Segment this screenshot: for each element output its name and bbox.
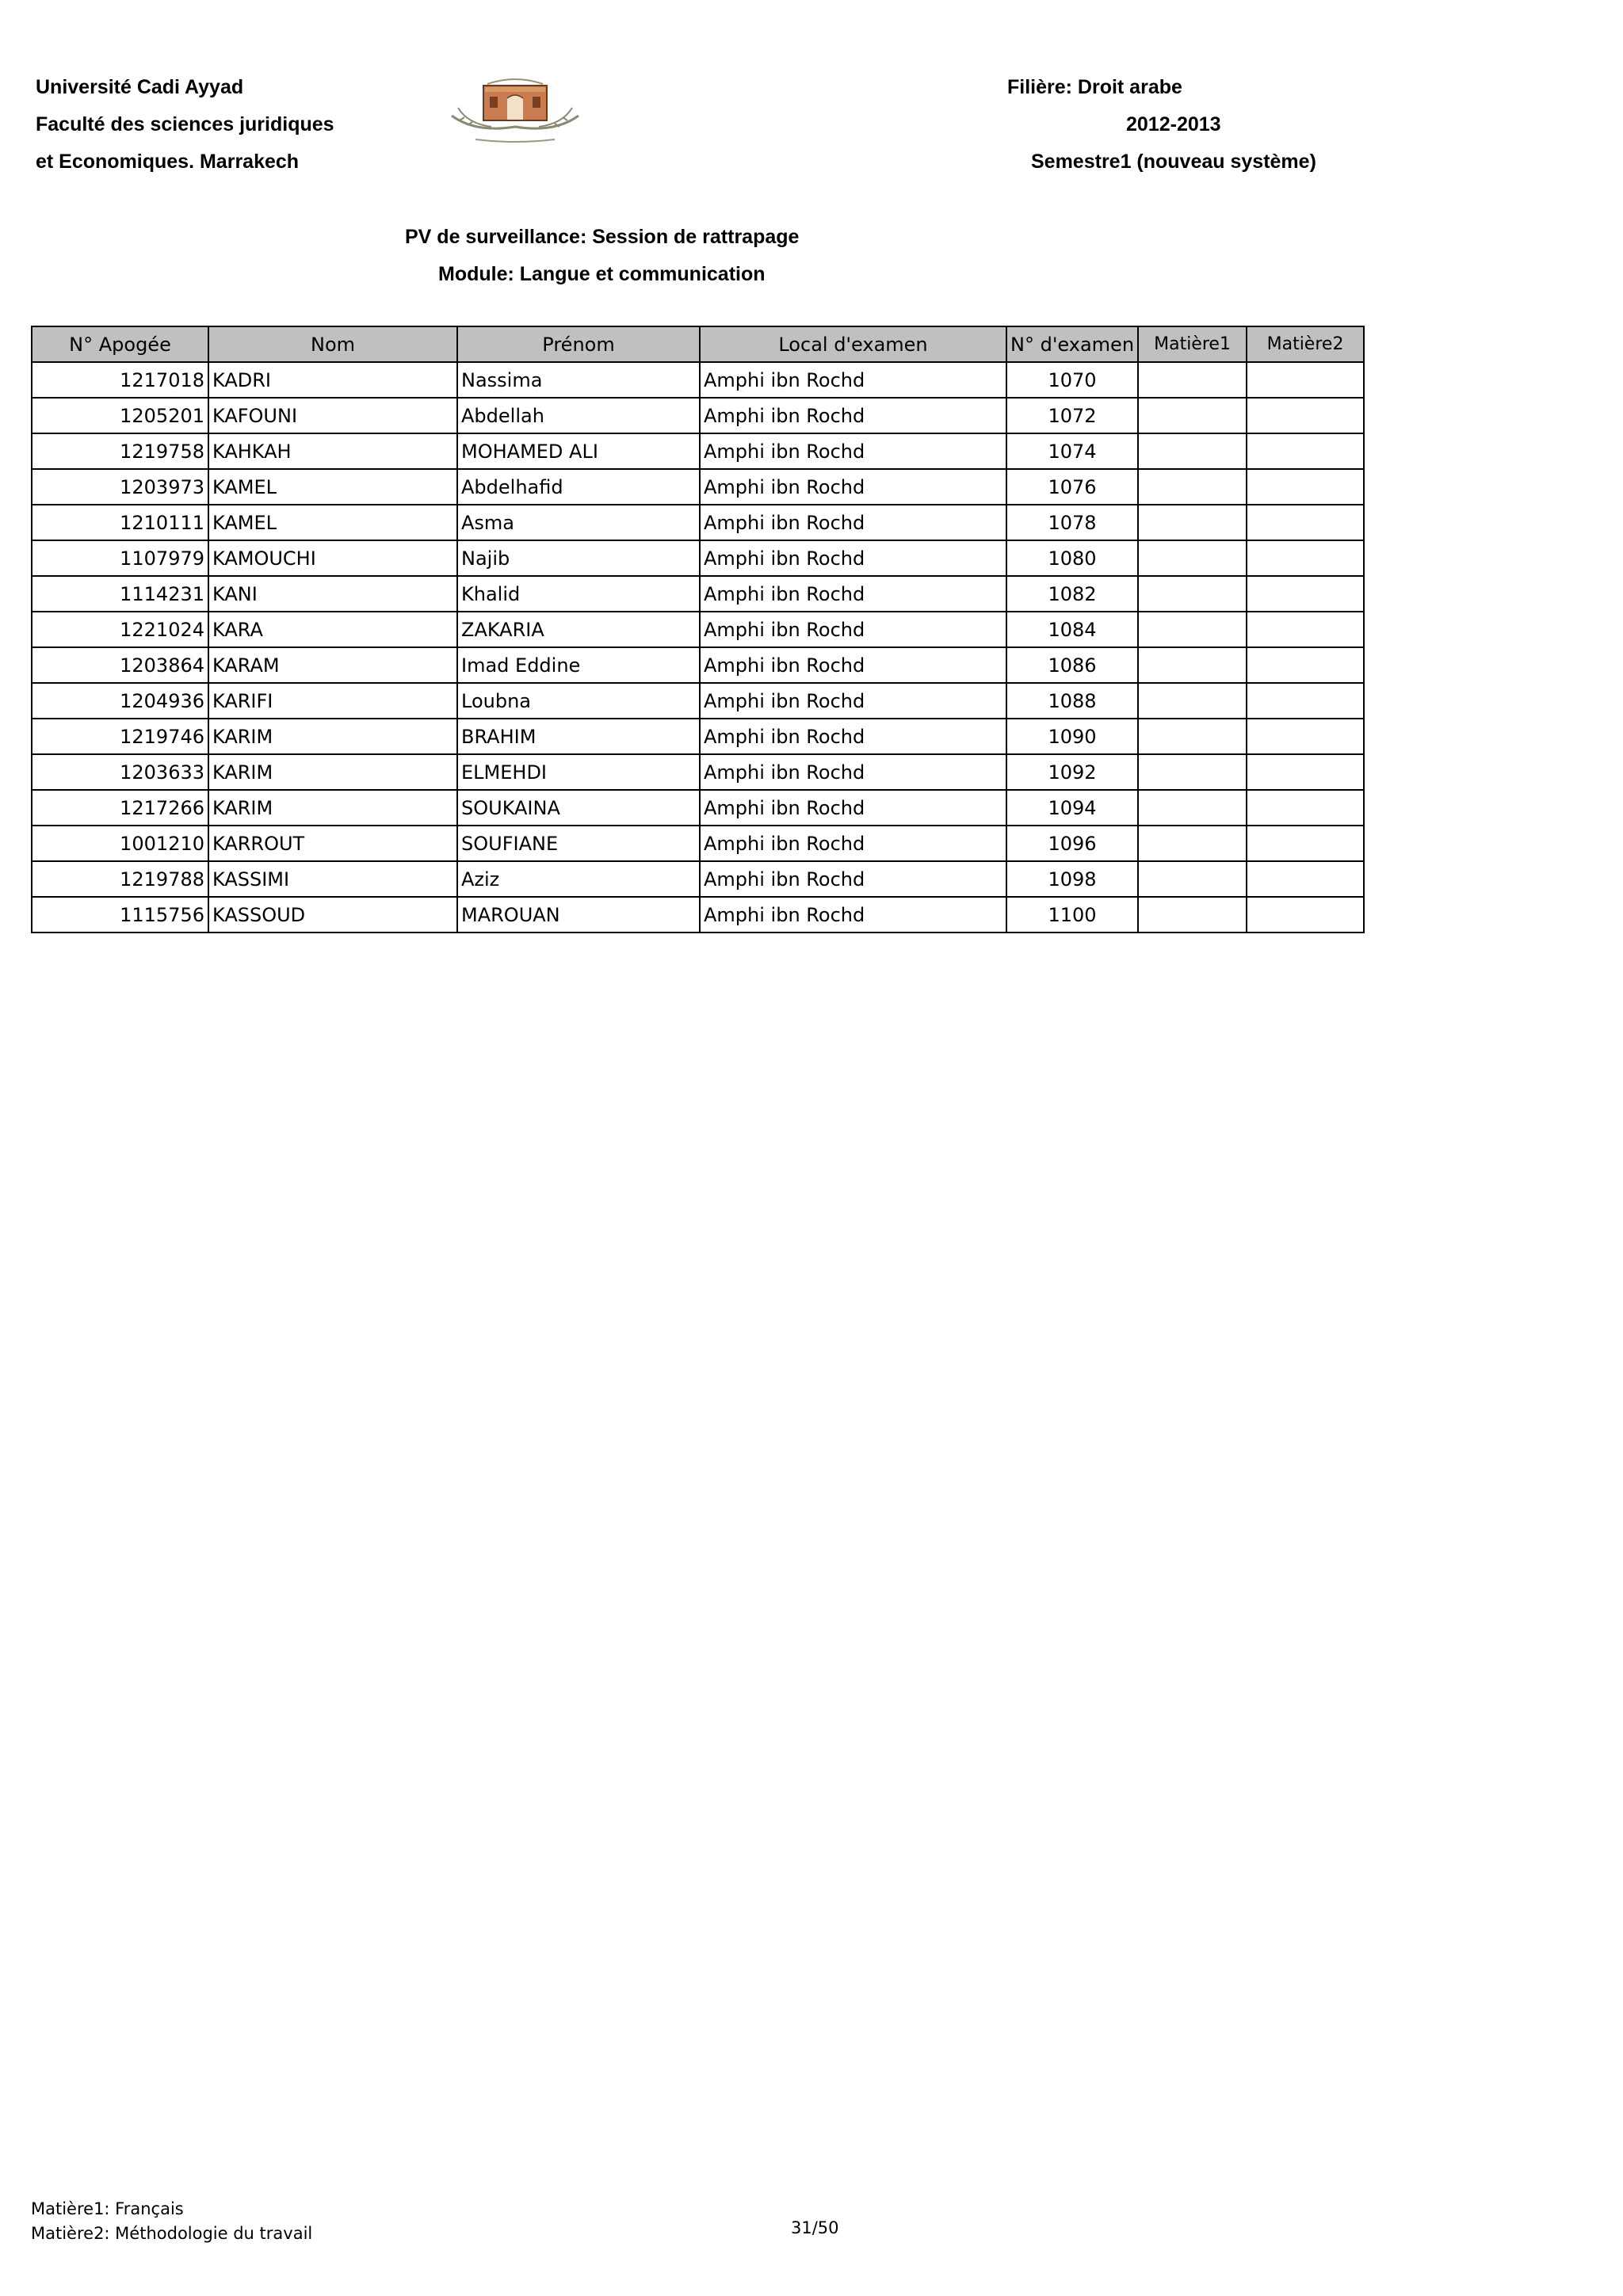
nom-cell: KARA [208, 612, 457, 647]
matiere2-cell [1247, 433, 1364, 469]
nom-cell: KAMOUCHI [208, 540, 457, 576]
examen-cell: 1088 [1006, 683, 1138, 719]
examen-cell: 1096 [1006, 826, 1138, 861]
table-row [32, 612, 1364, 647]
prenom-cell: Aziz [457, 861, 700, 897]
col-prenom-header: Prénom [457, 326, 700, 362]
prenom-cell: Imad Eddine [457, 647, 700, 683]
local-cell: Amphi ibn Rochd [700, 433, 1006, 469]
examen-cell: 1100 [1006, 897, 1138, 933]
matiere2-cell [1247, 754, 1364, 790]
col-examen-header: N° d'examen [1006, 326, 1138, 362]
prenom-cell: Asma [457, 505, 700, 540]
faculty-line-1: Faculté des sciences juridiques [36, 113, 334, 135]
local-cell: Amphi ibn Rochd [700, 826, 1006, 861]
matiere1-cell [1138, 826, 1247, 861]
matiere1-cell [1138, 398, 1247, 433]
matiere2-cell [1247, 719, 1364, 754]
table-row [32, 505, 1364, 540]
local-cell: Amphi ibn Rochd [700, 683, 1006, 719]
examen-cell: 1078 [1006, 505, 1138, 540]
apogee-cell: 1219758 [32, 433, 208, 469]
apogee-cell: 1114231 [32, 576, 208, 612]
table-row [32, 576, 1364, 612]
prenom-cell: Abdellah [457, 398, 700, 433]
apogee-cell: 1115756 [32, 897, 208, 933]
matiere2-cell [1247, 826, 1364, 861]
nom-cell: KARIM [208, 754, 457, 790]
semester-label: Semestre1 (nouveau système) [1031, 151, 1316, 173]
apogee-cell: 1217266 [32, 790, 208, 826]
matiere2-cell [1247, 469, 1364, 505]
matiere2-cell [1247, 576, 1364, 612]
page-number: 31/50 [791, 2218, 839, 2237]
apogee-cell: 1217018 [32, 362, 208, 398]
nom-cell: KASSIMI [208, 861, 457, 897]
table-header-row [32, 326, 1364, 362]
matiere1-cell [1138, 576, 1247, 612]
matiere2-cell [1247, 790, 1364, 826]
local-cell: Amphi ibn Rochd [700, 647, 1006, 683]
local-cell: Amphi ibn Rochd [700, 754, 1006, 790]
prenom-cell: SOUKAINA [457, 790, 700, 826]
apogee-cell: 1221024 [32, 612, 208, 647]
academic-year: 2012-2013 [1126, 113, 1221, 135]
local-cell: Amphi ibn Rochd [700, 362, 1006, 398]
examen-cell: 1084 [1006, 612, 1138, 647]
local-cell: Amphi ibn Rochd [700, 719, 1006, 754]
footer-matiere2: Matière2: Méthodologie du travail [31, 2224, 313, 2243]
col-matiere1-header: Matière1 [1138, 326, 1247, 362]
prenom-cell: ELMEHDI [457, 754, 700, 790]
table-row [32, 754, 1364, 790]
examen-cell: 1082 [1006, 576, 1138, 612]
table-row [32, 469, 1364, 505]
matiere1-cell [1138, 897, 1247, 933]
matiere1-cell [1138, 505, 1247, 540]
matiere2-cell [1247, 612, 1364, 647]
matiere1-cell [1138, 433, 1247, 469]
matiere2-cell [1247, 897, 1364, 933]
prenom-cell: Loubna [457, 683, 700, 719]
matiere1-cell [1138, 719, 1247, 754]
prenom-cell: Khalid [457, 576, 700, 612]
examen-cell: 1086 [1006, 647, 1138, 683]
university-name: Université Cadi Ayyad [36, 76, 244, 98]
examen-cell: 1092 [1006, 754, 1138, 790]
faculty-line-2: et Economiques. Marrakech [36, 151, 300, 173]
nom-cell: KARROUT [208, 826, 457, 861]
document-title: PV de surveillance: Session de rattrapage [405, 226, 800, 248]
matiere1-cell [1138, 362, 1247, 398]
apogee-cell: 1219788 [32, 861, 208, 897]
matiere1-cell [1138, 647, 1247, 683]
examen-cell: 1070 [1006, 362, 1138, 398]
students-table [31, 326, 1365, 933]
nom-cell: KAMEL [208, 469, 457, 505]
prenom-cell: MOHAMED ALI [457, 433, 700, 469]
footer-matiere1: Matière1: Français [31, 2199, 184, 2218]
nom-cell: KARIFI [208, 683, 457, 719]
local-cell: Amphi ibn Rochd [700, 576, 1006, 612]
matiere2-cell [1247, 540, 1364, 576]
apogee-cell: 1204936 [32, 683, 208, 719]
col-matiere2-header: Matière2 [1247, 326, 1364, 362]
table-row [32, 719, 1364, 754]
table-row [32, 683, 1364, 719]
apogee-cell: 1001210 [32, 826, 208, 861]
local-cell: Amphi ibn Rochd [700, 540, 1006, 576]
local-cell: Amphi ibn Rochd [700, 612, 1006, 647]
col-nom-header: Nom [208, 326, 457, 362]
nom-cell: KAMEL [208, 505, 457, 540]
prenom-cell: BRAHIM [457, 719, 700, 754]
table-row [32, 398, 1364, 433]
prenom-cell: Abdelhafid [457, 469, 700, 505]
prenom-cell: Nassima [457, 362, 700, 398]
apogee-cell: 1203973 [32, 469, 208, 505]
matiere1-cell [1138, 754, 1247, 790]
examen-cell: 1072 [1006, 398, 1138, 433]
local-cell: Amphi ibn Rochd [700, 469, 1006, 505]
nom-cell: KARIM [208, 719, 457, 754]
nom-cell: KASSOUD [208, 897, 457, 933]
prenom-cell: SOUFIANE [457, 826, 700, 861]
local-cell: Amphi ibn Rochd [700, 505, 1006, 540]
table-row [32, 897, 1364, 933]
matiere1-cell [1138, 790, 1247, 826]
matiere1-cell [1138, 861, 1247, 897]
col-local-header: Local d'examen [700, 326, 1006, 362]
matiere2-cell [1247, 505, 1364, 540]
nom-cell: KADRI [208, 362, 457, 398]
examen-cell: 1098 [1006, 861, 1138, 897]
table-row [32, 540, 1364, 576]
matiere1-cell [1138, 612, 1247, 647]
examen-cell: 1076 [1006, 469, 1138, 505]
table-row [32, 861, 1364, 897]
nom-cell: KARAM [208, 647, 457, 683]
module-title: Module: Langue et communication [438, 263, 766, 285]
apogee-cell: 1107979 [32, 540, 208, 576]
nom-cell: KARIM [208, 790, 457, 826]
matiere1-cell [1138, 540, 1247, 576]
col-apogee-header: N° Apogée [32, 326, 208, 362]
local-cell: Amphi ibn Rochd [700, 861, 1006, 897]
table-row [32, 826, 1364, 861]
filiere-label: Filière: Droit arabe [1007, 76, 1182, 98]
matiere2-cell [1247, 398, 1364, 433]
prenom-cell: ZAKARIA [457, 612, 700, 647]
prenom-cell: Najib [457, 540, 700, 576]
matiere2-cell [1247, 861, 1364, 897]
apogee-cell: 1203864 [32, 647, 208, 683]
examen-cell: 1074 [1006, 433, 1138, 469]
nom-cell: KAFOUNI [208, 398, 457, 433]
matiere2-cell [1247, 362, 1364, 398]
table-row [32, 433, 1364, 469]
examen-cell: 1080 [1006, 540, 1138, 576]
local-cell: Amphi ibn Rochd [700, 897, 1006, 933]
apogee-cell: 1205201 [32, 398, 208, 433]
nom-cell: KAHKAH [208, 433, 457, 469]
nom-cell: KANI [208, 576, 457, 612]
prenom-cell: MAROUAN [457, 897, 700, 933]
apogee-cell: 1210111 [32, 505, 208, 540]
examen-cell: 1090 [1006, 719, 1138, 754]
apogee-cell: 1203633 [32, 754, 208, 790]
table-row [32, 362, 1364, 398]
university-crest-icon [444, 60, 586, 146]
examen-cell: 1094 [1006, 790, 1138, 826]
matiere1-cell [1138, 683, 1247, 719]
apogee-cell: 1219746 [32, 719, 208, 754]
matiere2-cell [1247, 683, 1364, 719]
local-cell: Amphi ibn Rochd [700, 790, 1006, 826]
local-cell: Amphi ibn Rochd [700, 398, 1006, 433]
table-row [32, 647, 1364, 683]
matiere1-cell [1138, 469, 1247, 505]
table-row [32, 790, 1364, 826]
matiere2-cell [1247, 647, 1364, 683]
